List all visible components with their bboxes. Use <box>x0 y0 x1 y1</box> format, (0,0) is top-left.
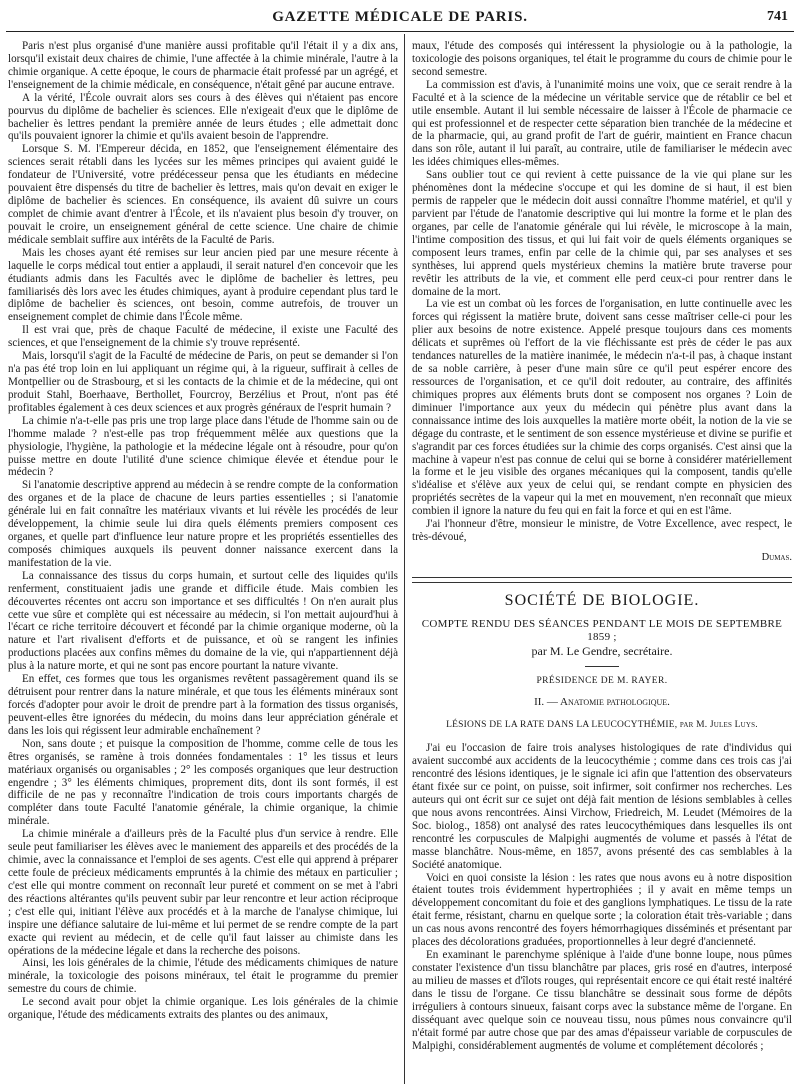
paragraph: Mais les choses ayant été remises sur leur ancien pied par une mesure récente à laquelle le corps médical tout entier a applaudi, il serait naturel d'en concevoir que les étudiants admis dans les Facultés avec le diplôme de bachelier ès lettres, peu familiarisés dès lors avec les études chimiques, ayant à produire cependant plus tard le diplôme de bachelier ès sciences, ont besoin, comme autrefois, de trouver un enseignement complet de chimie dans l'École même. <box>8 246 398 324</box>
signature: Dumas. <box>761 551 792 563</box>
paragraph: En effet, ces formes que tous les organismes revêtent passagèrement quand ils se détruisent pour rentrer dans la nature minérale, et que tous les éléments minéraux sont forcés d'adopter pour avoir le droit de prendre part à la formation des tissus organisés, peuvent-elles être ignorées du médecin, du moins dans leur appréciation générale et dans les lois qui régissent leur admirable enchaînement ? <box>8 673 398 737</box>
paragraph: Le second avait pour objet la chimie organique. Les lois générales de la chimie organique, l'étude des médicaments extraits des plantes ou des animaux, <box>8 996 398 1022</box>
part-heading: II. — Anatomie pathologique. <box>534 696 670 709</box>
page-number: 741 <box>767 9 788 24</box>
journal-title: GAZETTE MÉDICALE DE PARIS. <box>272 9 528 25</box>
paragraph: En examinant le parenchyme splénique à l'aide d'une bonne loupe, nous pûmes constater l'existence d'un tissu blanchâtre par places, gris rosé en d'autres, interposé au milieu de masses et d'îlots rouges, qui représentait encore ce qui était resté inaltéré dans le tissu de l'organe. Ce tissu blanchâtre se dessinait sous forme de dépôts irréguliers à contours sinueux, faisant corps avec la substance même de l'organe. En disséquant avec quelque soin ce nouveau tissu, nous pûmes nous convaincre qu'il n'était formé par autre chose que par des amas d'épaisseur variable de corpuscules de Malpighi, considérablement augmentés de volume et complétement décolorés ; <box>412 949 792 1052</box>
paragraph: Ainsi, les lois générales de la chimie, l'étude des médicaments chimiques de nature minérale, la toxicologie des poisons minéraux, tel était le programme du premier semestre du cours de chimie. <box>8 957 398 996</box>
paragraph: Mais, lorsqu'il s'agit de la Faculté de médecine de Paris, on peut se demander si l'on n'a pas été trop loin en lui appliquant un régime qui, à la rigueur, suffirait à celles de Montpellier ou de Strasbourg, et si les contacts de la chimie et de la médecine, qui ont produit Stahl, Boerhaave, Berthollet, Fourcroy, Berzélius et Prout, n'ont pas été profitables également à ces deux sciences et aux progrès généraux de l'esprit humain ? <box>8 350 398 414</box>
section-subtitle: COMPTE RENDU DES SÉANCES PENDANT LE MOIS DE SEPTEMBRE 1859 ; <box>421 617 783 643</box>
paragraph: Il est vrai que, près de chaque Faculté de médecine, il existe une Faculté des sciences, et que l'enseignement de la chimie s'y trouve représenté. <box>8 324 398 350</box>
paragraph: Paris n'est plus organisé d'une manière aussi profitable qu'il l'était il y a dix ans, lorsqu'il existait deux chaires de chimie, l'une affectée à la chimie minérale, l'autre à la chimie organique. A cette époque, le cours de pharmacie était professé par un agrégé, et l'enseignement de la chimie médicale, en conséquence, n'était gêné par aucune entrave. <box>8 40 398 91</box>
paragraph: La vie est un combat où les forces de l'organisation, en lutte continuelle avec les forces qui régissent la matière brute, doivent sans cesse maîtriser celle-ci pour les plier aux besoins de notre existence. Appelé presque toujours dans ces moments délicats et suprêmes où l'effort de la vie fléchissante est près de céder le pas aux tendances naturelles de la matière inanimée, le médecin n'a-t-il pas, à chaque instant de sa noble carrière, à peser d'une main sûre ce qu'il peut espérer encore des ressources de l'organisation, et ce qu'il doit redouter, au contraire, des affinités chimiques propres aux éléments bruts dont se composent nos organes ? Loin de diminuer l'importance aux yeux du médecin qui pénètre plus avant dans la connaissance intime des lois auxquelles la matière morte obéit, la notion de la vie se dégage du contraste, et le sentiment de son essence mystérieuse et divine se purifie et s'agrandit par ces forces étudiées sur la chimie des corps organisés. C'est ainsi que la machine à vapeur n'est pas connue de celui qui se borne à considérer matériellement la forme et le jeu visible des organes mécaniques qui la composent, tandis qu'elle s'idéalise et s'élève aux yeux de celui qui, se rendant compte en physicien des propriétés secrètes de la vapeur qui la met en mouvement, n'en reconnaît que mieux combien il ignore la nature du feu qui en fait la force et qui en est l'âme. <box>412 298 792 518</box>
paragraph: La commission est d'avis, à l'unanimité moins une voix, que ce serait rendre à la Faculté et à la science de la médecine un véritable service que de rétablir ce bel et utile ensemble. Autant il lui semble nécessaire de laisser à l'École de pharmacie ce qui est professionnel et de respecter cette séparation bien tranchée de la médecine et de la pharmacie, qui, au grand profit de l'art de guérir, maintient en France chacun dans son rôle, autant il lui paraît, au contraire, utile de familiariser le médecin avec les idées chimiques elles-mêmes. <box>412 78 792 169</box>
section-rule <box>412 577 792 578</box>
section-rule <box>412 582 792 583</box>
right-column <box>412 40 792 1084</box>
presidence-line: PRÉSIDENCE DE M. RAYER. <box>536 675 668 686</box>
section-title: SOCIÉTÉ DE BIOLOGIE. <box>504 591 700 609</box>
paragraph: Non, sans doute ; et puisque la composition de l'homme, comme celle de tous les êtres organisés, se ramène à trois données fondamentales : 1° les tissus et leurs matériaux organisés ou organisables ; 2° les composés organiques que leur destruction engendre ; 3° les éléments chimiques, proprement dits, dont ils sont formés, il est difficile de ne pas y reconnaître l'indication de trois cours importants chargés de compléter dans toute Faculté l'anatomie générale, la chimie organique, la chimie minérale. <box>8 737 398 828</box>
paragraph: J'ai eu l'occasion de faire trois analyses histologiques de rate d'individus qui avaient succombé aux accidents de la leucocythémie ; comme dans ces trois cas j'ai rencontré des lésions identiques, je le signale ici afin que l'attention des observateurs étant fixée sur ce point, on puisse, soit infirmer, soit confirmer nos recherches. Les auteurs qui ont écrit sur ce sujet ont déjà fait mention de lésions semblables à celles que nous avons rencontrées. Ainsi Virchow, Friedreich, M. Leudet (Mémoires de la Soc. biolog., 1858) ont analysé des rates leucocythémiques dans lesquelles ils ont rencontré les corpuscules de Malpighi augmentés de volume et passés à l'état de masse blanchâtre. Nous-même, en 1857, avons présenté des cas semblables à la Société anatomique. <box>412 742 792 871</box>
paragraph: maux, l'étude des composés qui intéressent la physiologie ou à la pathologie, la toxicologie des poisons organiques, tel était le programme du cours de chimie pour le second semestre. <box>412 40 792 78</box>
paragraph: La connaissance des tissus du corps humain, et surtout celle des liquides qu'ils renferment, constituaient jadis une grande et difficile étude. Mais combien les découvertes récentes ont accru son importance et ses difficultés ! On n'en aurait plus cette vue sûre et complète qui est nécessaire au médecin, si l'on mettait aujourd'hui à l'écart ce riche territoire découvert et fécondé par la chimie organique moderne, où la nature et l'art rivalisent d'efforts et de puissance, et où se rangent les infinies productions placées aux confins mêmes du domaine de la vie, qui n'appartiennent déjà plus à la nature morte, et qui ne sont pas encore pourtant la nature vivante. <box>8 569 398 673</box>
left-column <box>8 40 398 1084</box>
column-divider <box>404 34 405 1084</box>
paragraph: Voici en quoi consiste la lésion : les rates que nous avons eu à notre disposition étaient toutes trois évidemment hypertrophiées ; il y avait en même temps un développement concomitant du foie et des ganglions lymphatiques. Le tissu de la rate était ferme, résistant, charnu en quelque sorte ; la coloration était très-variable ; dans un cas nous avons rencontré des foyers hémorrhagiques disséminés et présentant par places des décolorations graduées, proportionnelles à leur degré d'ancienneté. <box>412 871 792 949</box>
section-author: par M. Le Gendre, secrétaire. <box>531 643 673 658</box>
page-header <box>0 0 800 30</box>
paragraph: Lorsque S. M. l'Empereur décida, en 1852, que l'enseignement élémentaire des sciences serait rétabli dans les lycées sur les mêmes principes qui avaient guidé le fondateur de l'Université, votre prédécesseur pensa que les étudiants en médecine pouvaient être dispensés du titre de bachelier ès lettres, mais qu'on devait en exiger le diplôme de bachelier ès sciences. En conséquence, ils avaient dû suivre un cours complet de chimie avant d'entrer à l'École, et ils n'avaient plus besoin d'y trouver, on pouvait le croire, un enseignement général de cette science. Une chaire de chimie médicale semblait suffire aux intérêts de la Faculté de Paris. <box>8 143 398 246</box>
paragraph: Si l'anatomie descriptive apprend au médecin à se rendre compte de la conformation des organes et de la place de chacune de leurs parties essentielles ; si l'anatomie générale lui en fait connaître les matériaux vivants et lui révèle les procédés de leur développement, la chimie seule lui dira quels éléments premiers composent ces organes, et quelle part d'influence leur nature propre et les propriétés essentielles des composés chimiques auxquels ils peuvent donner naissance exercent dans la manifestation de la vie. <box>8 479 398 569</box>
paragraph: La chimie minérale a d'ailleurs près de la Faculté plus d'un service à rendre. Elle seule peut familiariser les élèves avec le maniement des appareils et des procédés de la chimie, avec la connaissance et l'emploi de ses agents. C'est elle qui apprend à préparer cette foule de précieux médicaments empruntés à la chimie des métaux en particulier ; c'est elle qui montre comment on reconnaît leur pureté et comment on se met à l'abri des réactions altérantes qu'ils peuvent subir par leur rencontre et leur action réciproque ; c'est elle qui, initiant l'élève aux procédés et à la marche de l'analyse chimique, lui inspire une défiance salutaire de lui-même et lui permet de se rendre compte de la part exacte qui revient au médecin, et de celle qu'il faut laisser au chimiste dans les opérations de la médecine légale et dans la recherche des poisons. <box>8 828 398 957</box>
short-rule <box>585 666 619 667</box>
article-title: LÉSIONS DE LA RATE DANS LA LEUCOCYTHÉMIE, par M. Jules Luys. <box>446 720 758 731</box>
paragraph: La chimie n'a-t-elle pas pris une trop large place dans l'étude de l'homme sain ou de l'homme malade ? n'est-elle pas trop fréquemment mêlée aux questions que la physiologie, l'hygiène, la pathologie et la médecine légale ont à résoudre, pour qu'on puisse mettre en doute l'utilité d'une science chimique élevée et étendue pour le médecin ? <box>8 414 398 479</box>
header-rule <box>6 31 794 32</box>
paragraph: A la vérité, l'École ouvrait alors ses cours à des élèves qui n'étaient pas encore pourvus du diplôme de bachelier ès sciences. Elle n'exigeait d'eux que le diplôme de bachelier ès lettres pendant la première année de leurs études ; elle admettait donc qu'ils pouvaient ignorer la chimie et qu'ils avaient besoin de l'apprendre. <box>8 91 398 143</box>
paragraph: Sans oublier tout ce qui revient à cette puissance de la vie qui plane sur les phénomènes dont la médecine s'occupe et qui les domine de si haut, il est bien permis de rappeler que le médecin doit aussi connaître l'homme matériel, et qu'il y parvient par l'étude de l'anatomie descriptive qui lui montre la forme et le plan des organes, par celle de l'anatomie générale qui lui révèle, le microscope à la main, l'intime composition des tissus, et qui lui fait voir de quels éléments organiques se composent leurs trames, enfin par celle de la chimie qui, par ses analyses et ses synthèses, lui apprend quels mystérieux chemins la matière brute traverse pour revêtir les attributs de la vie, et comment elle perd ceux-ci pour rentrer dans le domaine de la mort. <box>412 169 792 298</box>
paragraph: J'ai l'honneur d'être, monsieur le ministre, de Votre Excellence, avec respect, le très-dévoué, <box>412 518 792 544</box>
